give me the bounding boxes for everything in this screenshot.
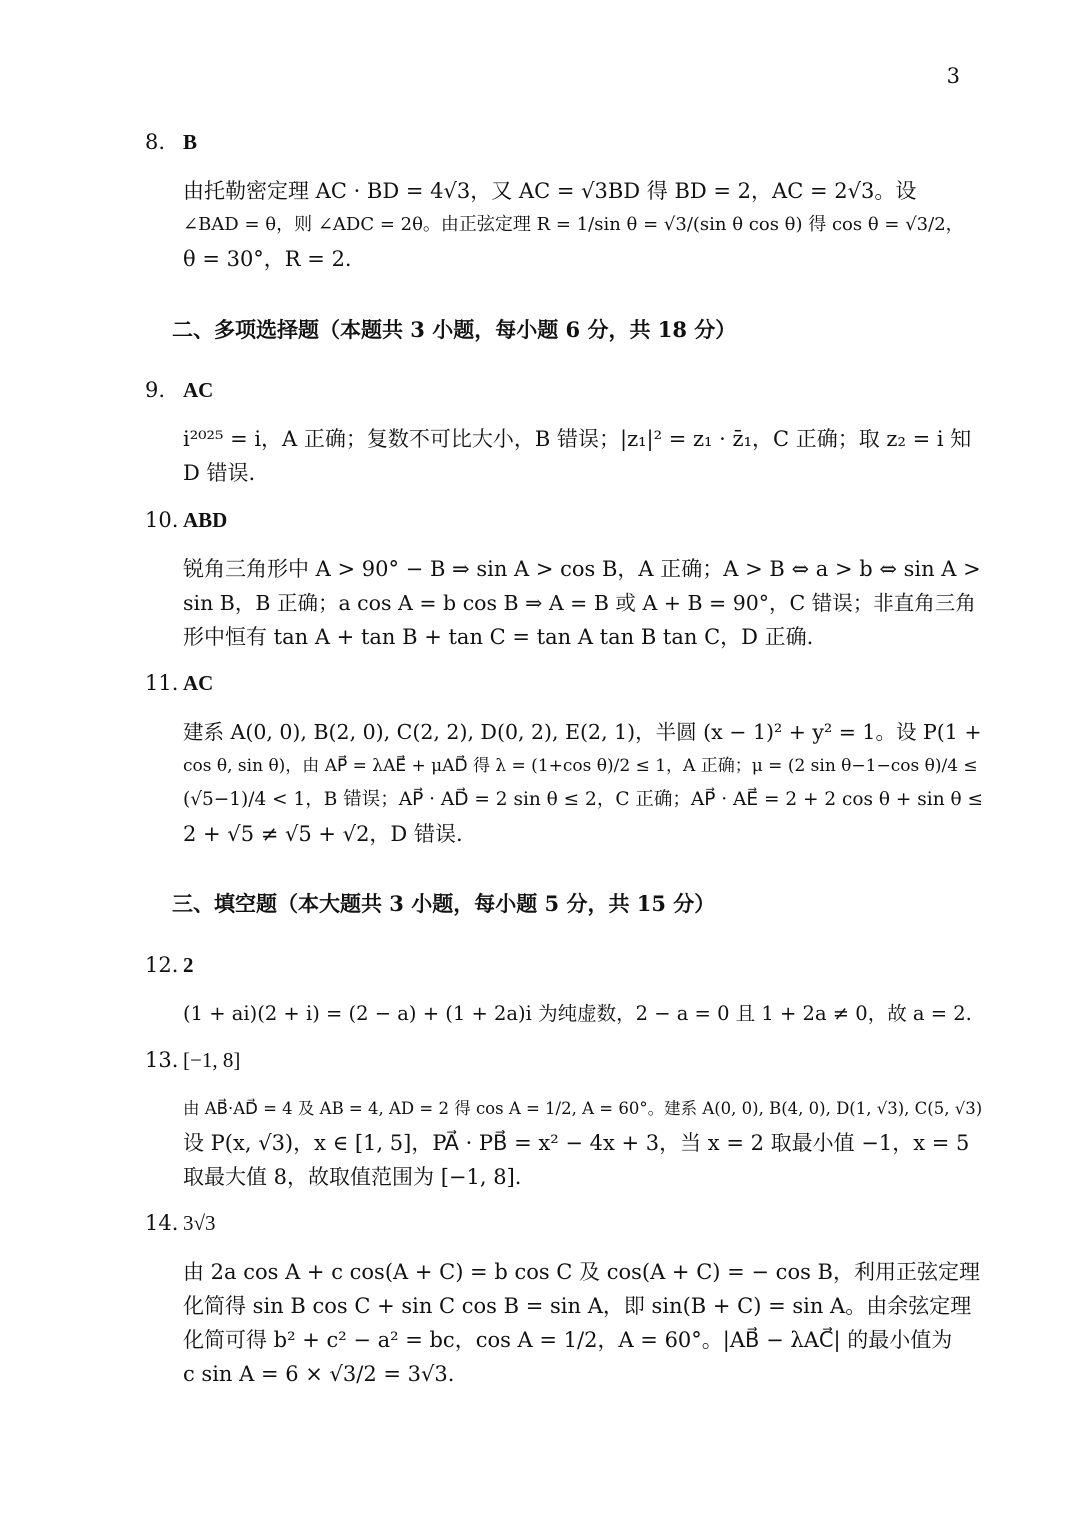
explanation-line: 锐角三角形中 A > 90° − B ⇒ sin A > cos B，A 正确；A > B ⇔ a > b ⇔ sin A > (183, 557, 981, 581)
problem-number: 8. (145, 130, 166, 154)
explanation-line: 形中恒有 tan A + tan B + tan C = tan A tan B tan C，D 正确. (183, 625, 814, 649)
answer-line (145, 130, 955, 158)
explanation-line: 由 2a cos A + c cos(A + C) = b cos C 及 cos(A + C) = − cos B，利用正弦定理 (183, 1260, 980, 1284)
problem-12 (145, 953, 972, 1031)
explanation-line: 化简得 sin B cos C + sin C cos B = sin A，即 sin(B + C) = sin A。由余弦定理 (183, 1294, 972, 1318)
explanation-line: i²⁰²⁵ = i，A 正确；复数不可比大小，B 错误；|z₁|² = z₁ · z̄₁，C 正确；取 z₂ = i 知 (183, 427, 972, 451)
problem-number: 12. (145, 953, 179, 977)
answer-line (145, 953, 955, 981)
explanation-line: ∠BAD = θ，则 ∠ADC = 2θ。由正弦定理 R = 1/sin θ = √3/(sin θ cos θ) 得 cos θ = √3/2， (183, 214, 964, 235)
explanation-line: sin B，B 正确；a cos A = b cos B ⇒ A = B 或 A + B = 90°，C 错误；非直角三角 (183, 591, 976, 615)
page-number: 3 (946, 64, 960, 88)
answer-line (145, 1048, 955, 1076)
explanation-line: 由 AB⃗·AD⃗ = 4 及 AB = 4, AD = 2 得 cos A = 1/2, A = 60°。建系 A(0, 0), B(4, 0), D(1, √3), C(5, √3) (183, 1099, 983, 1118)
explanation (183, 552, 981, 654)
explanation (183, 997, 972, 1031)
answer-line (145, 1211, 955, 1239)
explanation-line: 设 P(x, √3)，x ∈ [1, 5]，PA⃗ · PB⃗ = x² − 4x + 3，当 x = 2 取最小值 −1，x = 5 (183, 1131, 970, 1155)
problem-answer: AC (183, 378, 214, 402)
explanation-line: 取最大值 8，故取值范围为 [−1, 8]. (183, 1165, 522, 1189)
problem-8 (145, 130, 964, 276)
explanation-line: (1 + ai)(2 + i) = (2 − a) + (1 + 2a)i 为纯虚数，2 − a = 0 且 1 + 2a ≠ 0，故 a = 2. (183, 1002, 972, 1025)
section-heading-fill-in-blank: 三、填空题（本大题共 3 小题，每小题 5 分，共 15 分） (172, 891, 716, 916)
problem-number: 9. (145, 378, 166, 402)
problem-10 (145, 508, 981, 654)
explanation (183, 715, 984, 851)
problem-answer: ABD (183, 508, 228, 532)
problem-9 (145, 378, 972, 490)
answer-line (145, 671, 955, 699)
problem-11 (145, 671, 984, 851)
problem-number: 11. (145, 671, 179, 695)
explanation (183, 1255, 980, 1391)
problem-13 (145, 1048, 983, 1194)
explanation (183, 422, 972, 490)
explanation-line: 化简可得 b² + c² − a² = bc，cos A = 1/2，A = 60°。|AB⃗ − λAC⃗| 的最小值为 (183, 1328, 953, 1352)
problem-answer: 2 (183, 953, 194, 977)
problem-number: 14. (145, 1211, 179, 1235)
problem-answer: [−1, 8] (183, 1048, 241, 1072)
explanation-line: 2 + √5 ≠ √5 + √2，D 错误. (183, 822, 463, 846)
explanation-line: 建系 A(0, 0), B(2, 0), C(2, 2), D(0, 2), E(2, 1)，半圆 (x − 1)² + y² = 1。设 P(1 + (183, 720, 982, 744)
problem-number: 13. (145, 1048, 179, 1072)
explanation-line: θ = 30°，R = 2. (183, 247, 352, 271)
problem-14 (145, 1211, 980, 1391)
problem-answer: B (183, 130, 198, 154)
section-heading-multiple-choice: 二、多项选择题（本题共 3 小题，每小题 6 分，共 18 分） (172, 317, 737, 342)
problem-number: 10. (145, 508, 179, 532)
answer-line (145, 378, 955, 406)
explanation-line: D 错误. (183, 461, 256, 485)
explanation-line: cos θ, sin θ)，由 AP⃗ = λAE⃗ + μAD⃗ 得 λ = (1+cos θ)/2 ≤ 1，A 正确；μ = (2 sin θ−1−cos θ)/4 ≤ (183, 756, 978, 776)
problem-answer: AC (183, 671, 214, 695)
problem-answer: 3√3 (183, 1211, 216, 1235)
explanation-line: 由托勒密定理 AC · BD = 4√3，又 AC = √3BD 得 BD = 2，AC = 2√3。设 (183, 179, 917, 203)
explanation (183, 174, 964, 276)
explanation-line: (√5−1)/4 < 1，B 错误；AP⃗ · AD⃗ = 2 sin θ ≤ 2，C 正确；AP⃗ · AE⃗ = 2 + 2 cos θ + sin θ ≤ (183, 789, 984, 810)
explanation (183, 1092, 983, 1194)
answer-line (145, 508, 955, 536)
explanation-line: c sin A = 6 × √3/2 = 3√3. (183, 1362, 455, 1386)
